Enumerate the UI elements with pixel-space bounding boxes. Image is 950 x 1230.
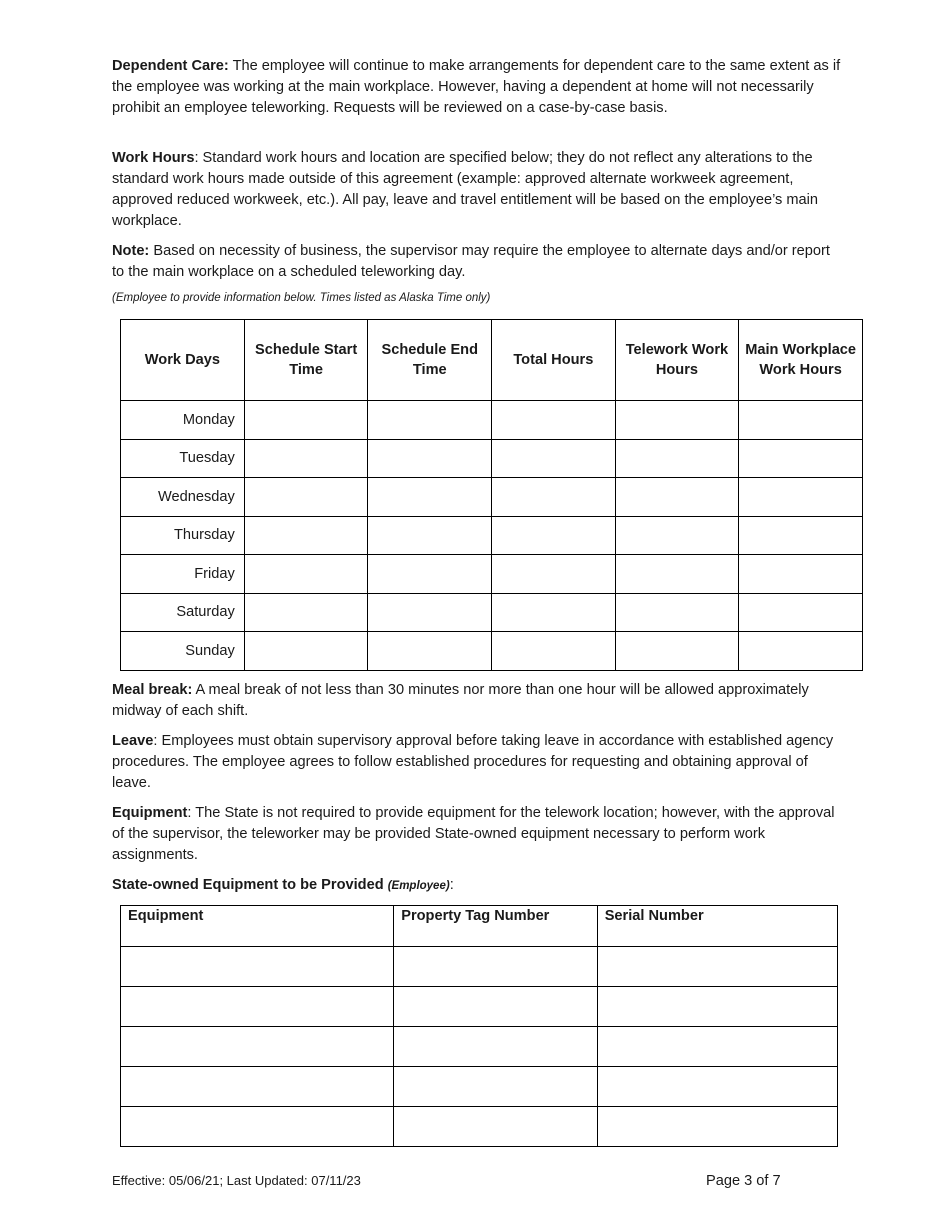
table-row	[121, 987, 838, 1027]
total-hours-cell[interactable]	[492, 478, 616, 517]
note-text: Based on necessity of business, the supervisor may require the employee to alternate days and/or report to the main workplace on a scheduled teleworking day.	[112, 243, 830, 280]
property-tag-cell[interactable]	[394, 947, 597, 987]
schedule-instruction: (Employee to provide information below. Times listed as Alaska Time only)	[112, 292, 491, 304]
start-time-cell[interactable]	[244, 439, 368, 478]
telework-hours-cell[interactable]	[615, 401, 739, 440]
note-label: Note:	[112, 243, 150, 259]
equipment-cell[interactable]	[121, 947, 394, 987]
start-time-cell[interactable]	[244, 632, 368, 671]
day-cell: Saturday	[121, 593, 245, 632]
property-tag-cell[interactable]	[394, 1107, 597, 1147]
day-cell: Monday	[121, 401, 245, 440]
table-row	[121, 1067, 838, 1107]
table-row	[121, 1107, 838, 1147]
serial-number-cell[interactable]	[597, 1027, 837, 1067]
equipment-cell[interactable]	[121, 1027, 394, 1067]
footer-effective-date: Effective: 05/06/21; Last Updated: 07/11/23	[112, 1173, 361, 1188]
total-hours-cell[interactable]	[492, 555, 616, 594]
telework-hours-cell[interactable]	[615, 632, 739, 671]
total-hours-cell[interactable]	[492, 593, 616, 632]
meal-break-text: A meal break of not less than 30 minutes nor more than one hour will be allowed approximately midway of each shift.	[112, 682, 809, 719]
leave-label: Leave	[112, 733, 154, 749]
day-cell: Sunday	[121, 632, 245, 671]
total-hours-cell[interactable]	[492, 439, 616, 478]
end-time-cell[interactable]	[368, 593, 492, 632]
telework-hours-cell[interactable]	[615, 555, 739, 594]
equipment-cell[interactable]	[121, 987, 394, 1027]
dependent-care-text: The employee will continue to make arrangements for dependent care to the same extent as if the employee was working at the main workplace. However, having a dependent at home will not necessarily prohibit an employee teleworking. Requests will be reviewed on a case-by-case basis.	[112, 58, 841, 116]
main-workplace-hours-cell[interactable]	[739, 632, 863, 671]
total-hours-cell[interactable]	[492, 401, 616, 440]
start-time-cell[interactable]	[244, 516, 368, 555]
main-workplace-hours-cell[interactable]	[739, 555, 863, 594]
equipment-heading	[112, 875, 842, 897]
equipment-heading-label: State-owned Equipment to be Provided	[112, 877, 384, 893]
property-tag-cell[interactable]	[394, 1067, 597, 1107]
end-time-cell[interactable]	[368, 632, 492, 671]
equipment-cell[interactable]	[121, 1067, 394, 1107]
end-time-cell[interactable]	[368, 516, 492, 555]
main-workplace-hours-cell[interactable]	[739, 593, 863, 632]
work-hours-label: Work Hours	[112, 150, 195, 166]
serial-number-cell[interactable]	[597, 1067, 837, 1107]
day-cell: Wednesday	[121, 478, 245, 517]
work-schedule-table	[120, 319, 863, 671]
end-time-cell[interactable]	[368, 401, 492, 440]
property-tag-cell[interactable]	[394, 987, 597, 1027]
table-row	[121, 555, 863, 594]
header-schedule-start: Schedule Start Time	[244, 320, 368, 401]
header-total-hours: Total Hours	[492, 320, 616, 401]
telework-hours-cell[interactable]	[615, 439, 739, 478]
telework-hours-cell[interactable]	[615, 478, 739, 517]
header-equipment: Equipment	[121, 906, 394, 947]
leave-paragraph	[112, 731, 842, 794]
table-row	[121, 401, 863, 440]
table-row	[121, 478, 863, 517]
equipment-heading-colon: :	[449, 877, 454, 893]
main-workplace-hours-cell[interactable]	[739, 516, 863, 555]
work-hours-paragraph	[112, 148, 842, 232]
equipment-text: : The State is not required to provide equipment for the telework location; however, with the approval of the supervisor, the teleworker may be provided State-owned equipment necessary to perform work assignments.	[112, 805, 835, 863]
main-workplace-hours-cell[interactable]	[739, 439, 863, 478]
table-row	[121, 593, 863, 632]
header-serial-number: Serial Number	[597, 906, 837, 947]
end-time-cell[interactable]	[368, 555, 492, 594]
header-main-workplace-hours: Main Workplace Work Hours	[739, 320, 863, 401]
serial-number-cell[interactable]	[597, 947, 837, 987]
serial-number-cell[interactable]	[597, 1107, 837, 1147]
meal-break-paragraph	[112, 680, 842, 722]
telework-hours-cell[interactable]	[615, 593, 739, 632]
total-hours-cell[interactable]	[492, 632, 616, 671]
footer-page-number: Page 3 of 7	[706, 1173, 781, 1189]
header-property-tag: Property Tag Number	[394, 906, 597, 947]
main-workplace-hours-cell[interactable]	[739, 478, 863, 517]
telework-hours-cell[interactable]	[615, 516, 739, 555]
leave-text: : Employees must obtain supervisory approval before taking leave in accordance with established agency procedures. The employee agrees to follow established procedures for requesting and obtaining approval of leave.	[112, 733, 834, 791]
equipment-heading-sub: (Employee)	[387, 880, 450, 892]
day-cell: Tuesday	[121, 439, 245, 478]
schedule-header-row	[121, 320, 863, 401]
equipment-table	[120, 905, 838, 1147]
meal-break-label: Meal break:	[112, 682, 193, 698]
table-row	[121, 516, 863, 555]
header-telework-hours: Telework Work Hours	[615, 320, 739, 401]
header-work-days: Work Days	[121, 320, 245, 401]
total-hours-cell[interactable]	[492, 516, 616, 555]
start-time-cell[interactable]	[244, 401, 368, 440]
equipment-paragraph	[112, 803, 842, 866]
equipment-header-row	[121, 906, 838, 947]
day-cell: Friday	[121, 555, 245, 594]
serial-number-cell[interactable]	[597, 987, 837, 1027]
equipment-label: Equipment	[112, 805, 188, 821]
table-row	[121, 947, 838, 987]
main-workplace-hours-cell[interactable]	[739, 401, 863, 440]
property-tag-cell[interactable]	[394, 1027, 597, 1067]
dependent-care-paragraph	[112, 56, 842, 119]
table-row	[121, 632, 863, 671]
end-time-cell[interactable]	[368, 439, 492, 478]
work-hours-text: : Standard work hours and location are specified below; they do not reflect any alterations to the standard work hours made outside of this agreement (example: approved alternate workweek agreement, approved reduced workweek, etc.). All pay, leave and travel entitlement will be based on the employee’s main workplace.	[112, 150, 819, 229]
day-cell: Thursday	[121, 516, 245, 555]
table-row	[121, 439, 863, 478]
start-time-cell[interactable]	[244, 555, 368, 594]
start-time-cell[interactable]	[244, 593, 368, 632]
header-schedule-end: Schedule End Time	[368, 320, 492, 401]
dependent-care-label: Dependent Care:	[112, 58, 229, 74]
note-paragraph	[112, 241, 842, 283]
equipment-cell[interactable]	[121, 1107, 394, 1147]
end-time-cell[interactable]	[368, 478, 492, 517]
table-row	[121, 1027, 838, 1067]
start-time-cell[interactable]	[244, 478, 368, 517]
